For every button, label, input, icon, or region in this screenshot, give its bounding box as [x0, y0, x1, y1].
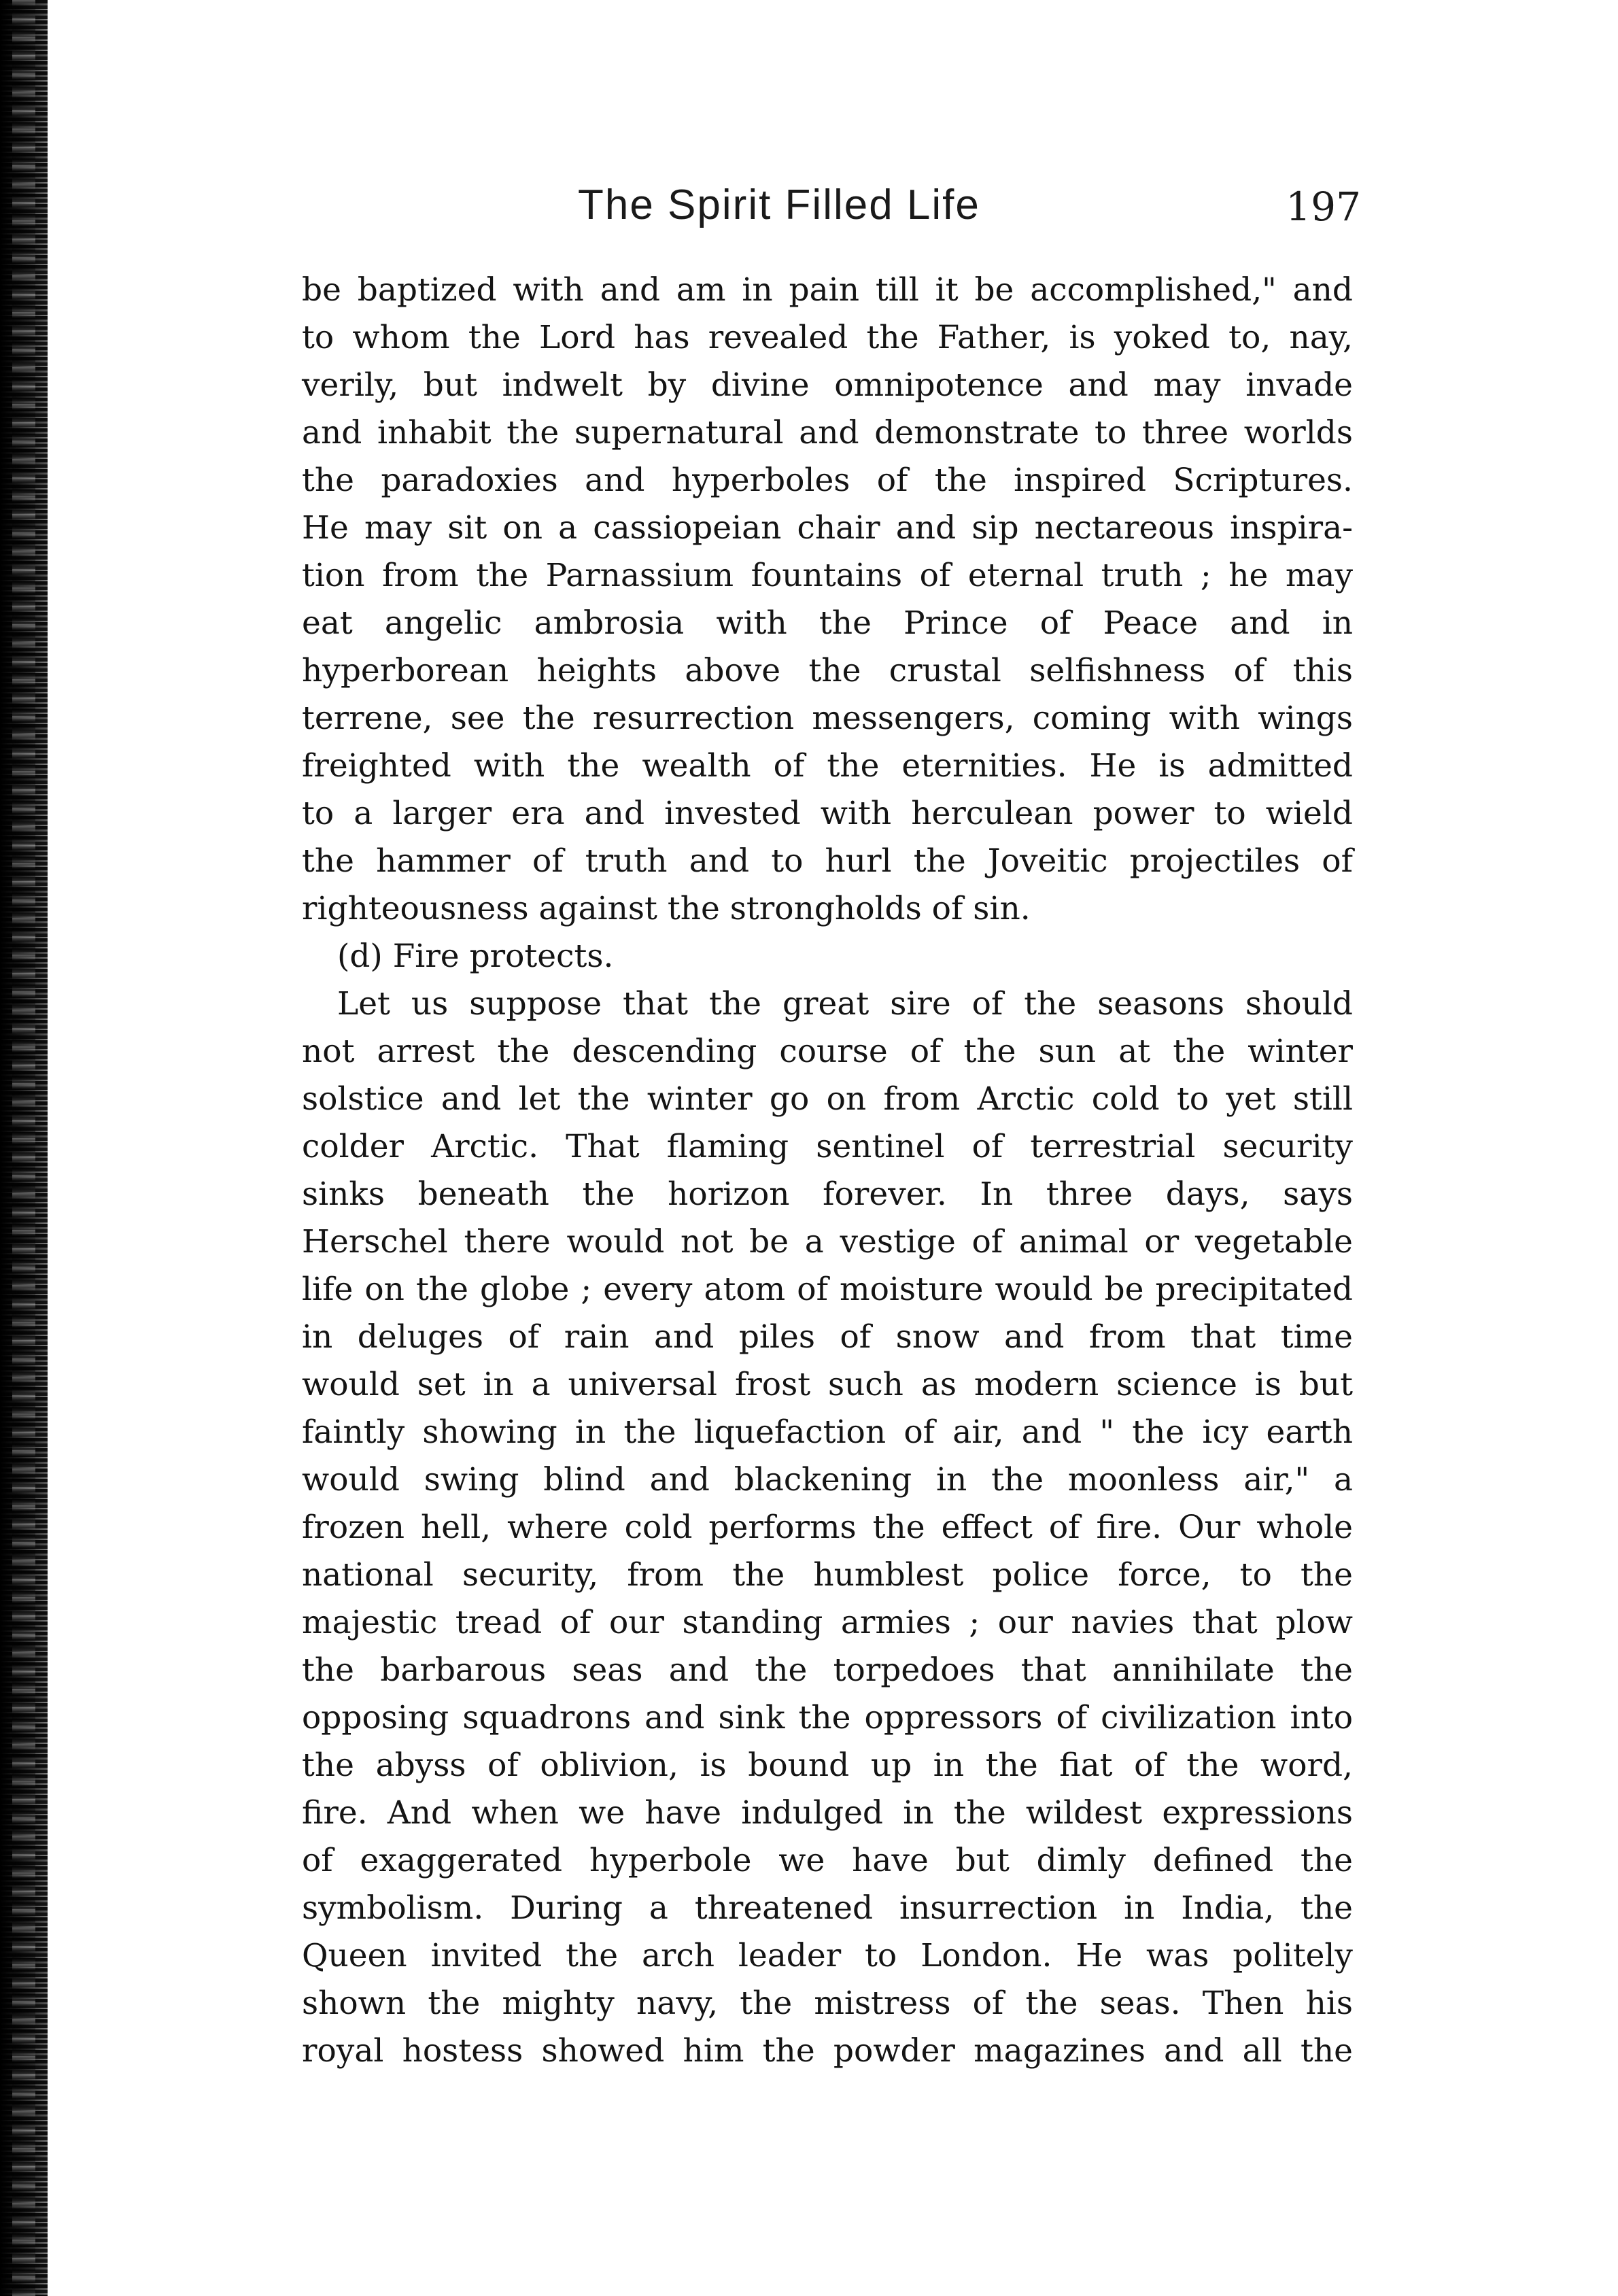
body-text: [302, 267, 1353, 2070]
text-line: in deluges of rain and piles of snow and from that time: [302, 1318, 1353, 1356]
text-line: would set in a universal frost such as modern science is but: [302, 1366, 1353, 1403]
running-head-title: The Spirit Filled Life: [578, 182, 980, 228]
text-line: Let us suppose that the great sire of the seasons should: [337, 985, 1353, 1023]
text-line: the paradoxies and hyperboles of the inspired Scriptures.: [302, 462, 1353, 499]
text-line: to a larger era and invested with herculean power to wield: [302, 795, 1353, 832]
text-line: to whom the Lord has revealed the Father, is yoked to, nay,: [302, 319, 1353, 356]
text-line: terrene, see the resurrection messengers, coming with wings: [302, 700, 1353, 737]
text-line: the barbarous seas and the torpedoes that annihilate the: [302, 1651, 1353, 1689]
text-line: hyperborean heights above the crustal selfishness of this: [302, 652, 1353, 689]
text-line: symbolism. During a threatened insurrection in India, the: [302, 1889, 1353, 1927]
text-line: solstice and let the winter go on from Arctic cold to yet still: [302, 1080, 1353, 1118]
text-line: sinks beneath the horizon forever. In three days, says: [302, 1176, 1353, 1213]
text-line: and inhabit the supernatural and demonstrate to three worlds: [302, 414, 1353, 451]
text-line: faintly showing in the liquefaction of air, and " the icy earth: [302, 1413, 1353, 1451]
text-line: the abyss of oblivion, is bound up in the fiat of the word,: [302, 1747, 1353, 1784]
text-line: He may sit on a cassiopeian chair and sip nectareous inspira-: [302, 509, 1353, 547]
text-line: Queen invited the arch leader to London. He was politely: [302, 1937, 1353, 1974]
text-line: colder Arctic. That flaming sentinel of terrestrial security: [302, 1128, 1353, 1165]
text-line: righteousness against the strongholds of sin.: [302, 890, 1031, 927]
text-line: would swing blind and blackening in the moonless air," a: [302, 1461, 1353, 1498]
text-line: not arrest the descending course of the sun at the winter: [302, 1033, 1353, 1070]
text-line: eat angelic ambrosia with the Prince of Peace and in: [302, 604, 1353, 642]
text-line: verily, but indwelt by divine omnipotence and may invade: [302, 366, 1353, 404]
text-line: national security, from the humblest police force, to the: [302, 1556, 1353, 1594]
text-line: the hammer of truth and to hurl the Joveitic projectiles of: [302, 842, 1353, 880]
text-line: opposing squadrons and sink the oppressors of civilization into: [302, 1699, 1353, 1736]
text-line: shown the mighty navy, the mistress of the seas. Then his: [302, 1985, 1353, 2022]
book-binding-edge: [0, 0, 48, 2296]
text-line: tion from the Parnassium fountains of eternal truth ; he may: [302, 557, 1353, 594]
section-heading: (d) Fire protects.: [337, 938, 614, 975]
text-line: fire. And when we have indulged in the wildest expressions: [302, 1794, 1353, 1832]
page-number: 197: [1286, 184, 1361, 230]
text-line: Herschel there would not be a vestige of animal or vegetable: [302, 1223, 1353, 1261]
text-line: of exaggerated hyperbole we have but dimly defined the: [302, 1842, 1353, 1879]
text-line: royal hostess showed him the powder magazines and all the: [302, 2032, 1353, 2070]
text-line: be baptized with and am in pain till it be accomplished," and: [302, 271, 1353, 309]
text-line: majestic tread of our standing armies ; our navies that plow: [302, 1604, 1353, 1641]
text-line: freighted with the wealth of the eternities. He is admitted: [302, 747, 1353, 785]
text-line: frozen hell, where cold performs the effect of fire. Our whole: [302, 1509, 1353, 1546]
text-line: life on the globe ; every atom of moisture would be precipitated: [302, 1271, 1353, 1308]
